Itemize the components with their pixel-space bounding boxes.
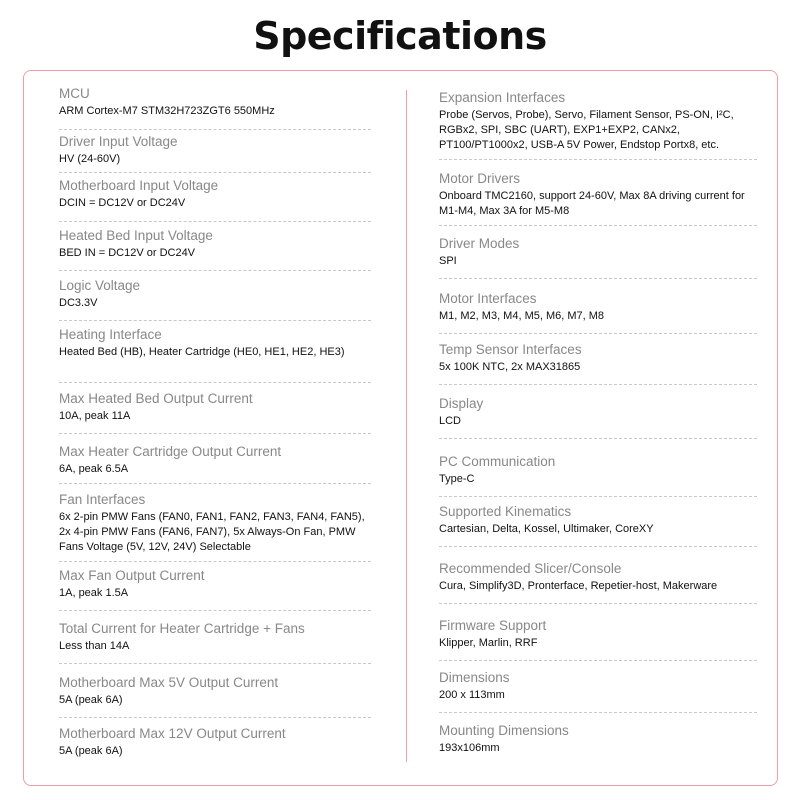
page-title: Specifications [253, 14, 547, 58]
divider [59, 270, 371, 271]
spec-label: Display [439, 396, 484, 411]
spec-label: Max Heated Bed Output Current [59, 391, 253, 406]
spec-item-heating-interface [59, 327, 371, 360]
spec-item-driver-input-voltage [59, 134, 371, 167]
divider [439, 384, 757, 385]
spec-item-max-5v-output-current [59, 675, 371, 708]
divider [59, 610, 371, 611]
spec-item-motor-interfaces [439, 291, 757, 324]
divider [59, 483, 371, 484]
spec-label: Driver Input Voltage [59, 134, 178, 149]
spec-value: M1, M2, M3, M4, M5, M6, M7, M8 [439, 310, 605, 322]
spec-item-logic-voltage [59, 278, 371, 311]
spec-value: SPI [439, 255, 457, 267]
spec-value: 1A, peak 1.5A [59, 587, 129, 599]
spec-item-max-fan-output-current [59, 568, 371, 601]
spec-label: PC Communication [439, 454, 556, 469]
spec-item-total-current [59, 621, 371, 654]
spec-item-motherboard-input-voltage [59, 178, 371, 211]
divider [59, 663, 371, 664]
spec-label: Motherboard Max 5V Output Current [59, 675, 279, 690]
spec-value: 5x 100K NTC, 2x MAX31865 [439, 361, 581, 373]
spec-value: 6A, peak 6.5A [59, 463, 129, 475]
spec-label: Recommended Slicer/Console [439, 561, 622, 576]
spec-item-dimensions [439, 670, 757, 703]
spec-label: MCU [59, 86, 90, 101]
divider [59, 561, 371, 562]
spec-item-display [439, 396, 757, 429]
divider [439, 225, 757, 226]
spec-value: 193x106mm [439, 742, 500, 754]
spec-value: 6x 2-pin PMW Fans (FAN0, FAN1, FAN2, FAN3, FAN4, FAN5), 2x 4-pin PMW Fans (FAN6, FAN7), 5x Always-On Fan, PMW Fans Voltage (5V, 12V, 24V) Selectable [59, 511, 365, 553]
spec-item-max-heater-cartridge-output-current [59, 444, 371, 477]
divider [439, 660, 757, 661]
spec-value: HV (24-60V) [59, 153, 121, 165]
spec-item-expansion-interfaces [439, 90, 757, 153]
divider [439, 496, 757, 497]
divider [59, 433, 371, 434]
spec-label: Max Fan Output Current [59, 568, 205, 583]
divider [439, 712, 757, 713]
spec-item-supported-kinematics [439, 504, 757, 537]
spec-value: Onboard TMC2160, support 24-60V, Max 8A driving current for M1-M4, Max 3A for M5-M8 [439, 190, 745, 217]
spec-label: Motherboard Max 12V Output Current [59, 726, 286, 741]
divider [59, 221, 371, 222]
divider [59, 320, 371, 321]
divider [439, 333, 757, 334]
spec-item-recommended-slicer [439, 561, 757, 594]
divider [439, 278, 757, 279]
spec-label: Supported Kinematics [439, 504, 572, 519]
spec-item-motor-drivers [439, 171, 757, 219]
spec-value: 200 x 113mm [439, 689, 505, 701]
spec-item-max-heated-bed-output-current [59, 391, 371, 424]
spec-label: Total Current for Heater Cartridge + Fans [59, 621, 305, 636]
divider [59, 129, 371, 130]
spec-value: Type-C [439, 473, 475, 485]
spec-label: Expansion Interfaces [439, 90, 566, 105]
column-divider [406, 90, 407, 762]
spec-label: Fan Interfaces [59, 492, 146, 507]
spec-value: Cartesian, Delta, Kossel, Ultimaker, CoreXY [439, 523, 654, 535]
spec-label: Heated Bed Input Voltage [59, 228, 213, 243]
spec-item-temp-sensor-interfaces [439, 342, 757, 375]
spec-value: Cura, Simplify3D, Pronterface, Repetier-host, Makerware [439, 580, 718, 592]
spec-item-mounting-dimensions [439, 723, 757, 756]
divider [439, 159, 757, 160]
divider [59, 382, 371, 383]
spec-item-fan-interfaces [59, 492, 371, 555]
spec-item-mcu [59, 86, 371, 119]
spec-item-heated-bed-input-voltage [59, 228, 371, 261]
spec-item-driver-modes [439, 236, 757, 269]
divider [439, 438, 757, 439]
spec-label: Motor Interfaces [439, 291, 537, 306]
spec-item-firmware-support [439, 618, 757, 651]
spec-label: Motor Drivers [439, 171, 521, 186]
spec-label: Mounting Dimensions [439, 723, 569, 738]
spec-value: Heated Bed (HB), Heater Cartridge (HE0, HE1, HE2, HE3) [59, 346, 345, 358]
spec-value: DC3.3V [59, 297, 98, 309]
spec-value: 10A, peak 11A [59, 410, 131, 422]
spec-label: Max Heater Cartridge Output Current [59, 444, 282, 459]
spec-label: Temp Sensor Interfaces [439, 342, 582, 357]
spec-value: Probe (Servos, Probe), Servo, Filament Sensor, PS-ON, I²C, RGBx2, SPI, SBC (UART), EXP1+EXP2, CANx2, PT100/PT1000x2, USB-A 5V Power, Endstop Portx8, etc. [439, 109, 734, 151]
spec-label: Driver Modes [439, 236, 520, 251]
spec-value: BED IN = DC12V or DC24V [59, 247, 196, 259]
spec-item-max-12v-output-current [59, 726, 371, 759]
divider [59, 717, 371, 718]
spec-label: Heating Interface [59, 327, 162, 342]
spec-value: 5A (peak 6A) [59, 745, 123, 757]
spec-value: Klipper, Marlin, RRF [439, 637, 538, 649]
spec-value: LCD [439, 415, 462, 427]
spec-value: DCIN = DC12V or DC24V [59, 197, 186, 209]
spec-value: ARM Cortex-M7 STM32H723ZGT6 550MHz [59, 105, 275, 117]
spec-label: Motherboard Input Voltage [59, 178, 219, 193]
divider [439, 603, 757, 604]
spec-label: Logic Voltage [59, 278, 141, 293]
divider [439, 546, 757, 547]
spec-value: Less than 14A [59, 640, 130, 652]
spec-label: Dimensions [439, 670, 510, 685]
spec-label: Firmware Support [439, 618, 547, 633]
spec-value: 5A (peak 6A) [59, 694, 123, 706]
divider [59, 172, 371, 173]
spec-item-pc-communication [439, 454, 757, 487]
